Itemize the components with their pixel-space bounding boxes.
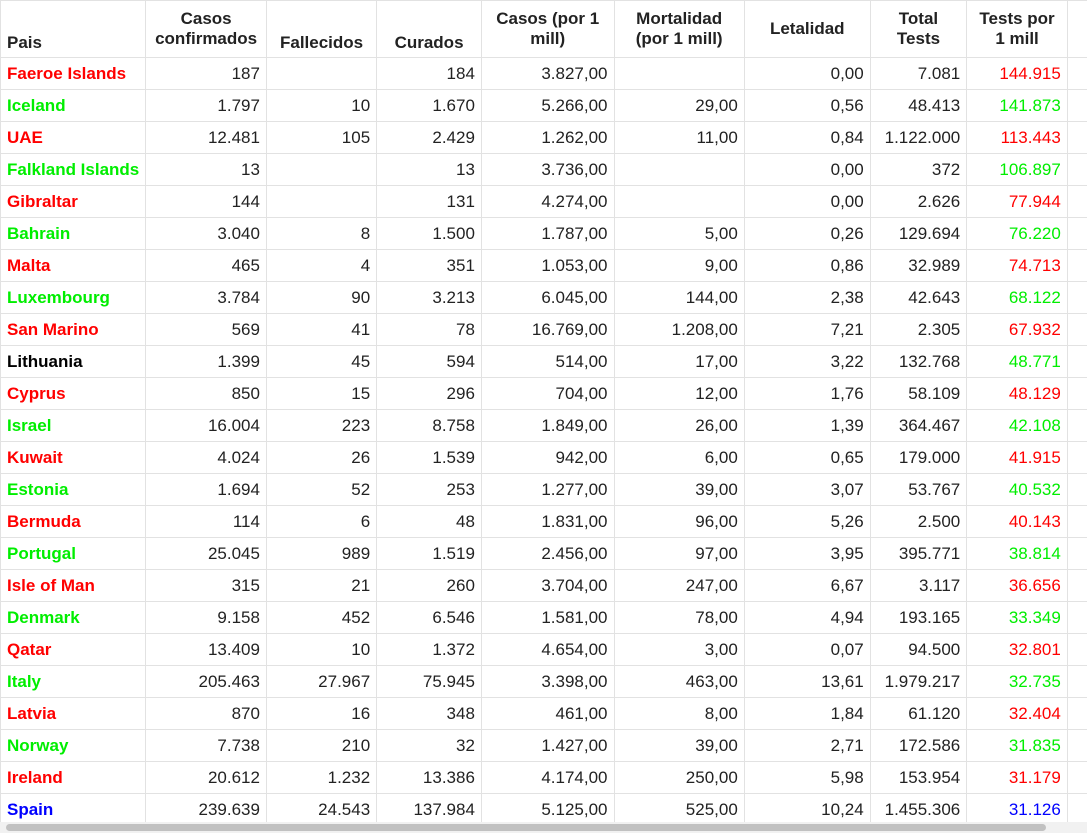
cell-pais[interactable]: Cyprus — [1, 378, 146, 410]
cell-casos-por-mill[interactable]: 1.831,00 — [481, 506, 614, 538]
cell-curados[interactable]: 32 — [377, 730, 482, 762]
table-row — [1, 730, 1087, 762]
header-curados[interactable]: Curados — [377, 1, 482, 58]
cell-mortalidad[interactable]: 463,00 — [614, 666, 744, 698]
cell-letalidad[interactable]: 3,22 — [744, 346, 870, 378]
cell-letalidad[interactable]: 0,00 — [744, 154, 870, 186]
header-letalidad[interactable]: Letalidad — [744, 1, 870, 58]
cell-pais[interactable]: Bermuda — [1, 506, 146, 538]
cell-curados[interactable]: 1.500 — [377, 218, 482, 250]
cell-total-tests[interactable]: 32.989 — [870, 250, 967, 282]
cell-tests-por-mill[interactable]: 40.143 — [967, 506, 1068, 538]
cell-casos-confirmados[interactable]: 144 — [146, 186, 267, 218]
cell-casos-confirmados[interactable]: 114 — [146, 506, 267, 538]
cell-empty[interactable] — [1067, 186, 1087, 218]
table-row — [1, 346, 1087, 378]
cell-mortalidad[interactable]: 12,00 — [614, 378, 744, 410]
cell-casos-por-mill[interactable]: 942,00 — [481, 442, 614, 474]
cell-casos-por-mill[interactable]: 1.581,00 — [481, 602, 614, 634]
cell-tests-por-mill[interactable]: 38.814 — [967, 538, 1068, 570]
horizontal-scrollbar[interactable] — [0, 822, 1087, 833]
cell-total-tests[interactable]: 61.120 — [870, 698, 967, 730]
cell-mortalidad[interactable]: 8,00 — [614, 698, 744, 730]
cell-curados[interactable]: 260 — [377, 570, 482, 602]
cell-fallecidos[interactable]: 210 — [266, 730, 376, 762]
cell-fallecidos[interactable] — [266, 58, 376, 90]
cell-casos-confirmados[interactable]: 569 — [146, 314, 267, 346]
cell-casos-confirmados[interactable]: 3.040 — [146, 218, 267, 250]
header-row — [1, 1, 1087, 58]
cell-empty[interactable] — [1067, 346, 1087, 378]
cell-pais[interactable]: Spain — [1, 794, 146, 826]
cell-mortalidad[interactable]: 6,00 — [614, 442, 744, 474]
cell-letalidad[interactable]: 1,84 — [744, 698, 870, 730]
table-row — [1, 794, 1087, 826]
cell-casos-por-mill[interactable]: 2.456,00 — [481, 538, 614, 570]
table-row — [1, 186, 1087, 218]
cell-total-tests[interactable]: 132.768 — [870, 346, 967, 378]
cell-mortalidad[interactable]: 144,00 — [614, 282, 744, 314]
cell-tests-por-mill[interactable]: 32.735 — [967, 666, 1068, 698]
cell-pais[interactable]: Norway — [1, 730, 146, 762]
cell-empty[interactable] — [1067, 730, 1087, 762]
cell-letalidad[interactable]: 13,61 — [744, 666, 870, 698]
header-tests-por-mill[interactable]: Tests por 1 mill — [967, 1, 1068, 58]
cell-letalidad[interactable]: 10,24 — [744, 794, 870, 826]
cell-pais[interactable]: Malta — [1, 250, 146, 282]
cell-casos-por-mill[interactable]: 461,00 — [481, 698, 614, 730]
cell-tests-por-mill[interactable]: 40.532 — [967, 474, 1068, 506]
cell-casos-confirmados[interactable]: 239.639 — [146, 794, 267, 826]
cell-curados[interactable]: 3.213 — [377, 282, 482, 314]
cell-total-tests[interactable]: 172.586 — [870, 730, 967, 762]
cell-letalidad[interactable]: 0,00 — [744, 58, 870, 90]
cell-fallecidos[interactable] — [266, 186, 376, 218]
cell-total-tests[interactable]: 372 — [870, 154, 967, 186]
cell-empty[interactable] — [1067, 666, 1087, 698]
cell-curados[interactable]: 48 — [377, 506, 482, 538]
cell-letalidad[interactable]: 7,21 — [744, 314, 870, 346]
cell-empty[interactable] — [1067, 282, 1087, 314]
cell-tests-por-mill[interactable]: 36.656 — [967, 570, 1068, 602]
table-row — [1, 570, 1087, 602]
cell-empty[interactable] — [1067, 122, 1087, 154]
cell-curados[interactable]: 594 — [377, 346, 482, 378]
cell-casos-por-mill[interactable]: 4.654,00 — [481, 634, 614, 666]
cell-fallecidos[interactable]: 989 — [266, 538, 376, 570]
cell-casos-por-mill[interactable]: 1.427,00 — [481, 730, 614, 762]
cell-pais[interactable]: Luxembourg — [1, 282, 146, 314]
cell-mortalidad[interactable]: 97,00 — [614, 538, 744, 570]
cell-casos-confirmados[interactable]: 1.694 — [146, 474, 267, 506]
cell-letalidad[interactable]: 5,26 — [744, 506, 870, 538]
cell-casos-confirmados[interactable]: 205.463 — [146, 666, 267, 698]
cell-letalidad[interactable]: 0,86 — [744, 250, 870, 282]
cell-casos-confirmados[interactable]: 4.024 — [146, 442, 267, 474]
cell-casos-confirmados[interactable]: 850 — [146, 378, 267, 410]
cell-mortalidad[interactable] — [614, 186, 744, 218]
cell-casos-confirmados[interactable]: 9.158 — [146, 602, 267, 634]
cell-curados[interactable]: 351 — [377, 250, 482, 282]
cell-total-tests[interactable]: 1.122.000 — [870, 122, 967, 154]
cell-curados[interactable]: 1.372 — [377, 634, 482, 666]
cell-fallecidos[interactable]: 6 — [266, 506, 376, 538]
cell-total-tests[interactable]: 364.467 — [870, 410, 967, 442]
cell-total-tests[interactable]: 2.500 — [870, 506, 967, 538]
cell-tests-por-mill[interactable]: 113.443 — [967, 122, 1068, 154]
cell-casos-confirmados[interactable]: 3.784 — [146, 282, 267, 314]
cell-pais[interactable]: Bahrain — [1, 218, 146, 250]
cell-letalidad[interactable]: 1,76 — [744, 378, 870, 410]
cell-casos-confirmados[interactable]: 1.797 — [146, 90, 267, 122]
cell-mortalidad[interactable] — [614, 154, 744, 186]
cell-casos-por-mill[interactable]: 704,00 — [481, 378, 614, 410]
cell-tests-por-mill[interactable]: 32.404 — [967, 698, 1068, 730]
cell-fallecidos[interactable]: 26 — [266, 442, 376, 474]
cell-curados[interactable]: 6.546 — [377, 602, 482, 634]
cell-casos-confirmados[interactable]: 1.399 — [146, 346, 267, 378]
table-row — [1, 666, 1087, 698]
cell-fallecidos[interactable]: 21 — [266, 570, 376, 602]
cell-casos-por-mill[interactable]: 514,00 — [481, 346, 614, 378]
cell-curados[interactable]: 137.984 — [377, 794, 482, 826]
cell-pais[interactable]: Gibraltar — [1, 186, 146, 218]
table-row — [1, 378, 1087, 410]
cell-letalidad[interactable]: 4,94 — [744, 602, 870, 634]
header-mortalidad[interactable]: Mortalidad (por 1 mill) — [614, 1, 744, 58]
table-row — [1, 250, 1087, 282]
cell-empty[interactable] — [1067, 506, 1087, 538]
cell-mortalidad[interactable]: 78,00 — [614, 602, 744, 634]
cell-pais[interactable]: Iceland — [1, 90, 146, 122]
cell-fallecidos[interactable]: 41 — [266, 314, 376, 346]
cell-mortalidad[interactable]: 11,00 — [614, 122, 744, 154]
cell-total-tests[interactable]: 179.000 — [870, 442, 967, 474]
table-row — [1, 314, 1087, 346]
cell-curados[interactable]: 296 — [377, 378, 482, 410]
cell-fallecidos[interactable]: 105 — [266, 122, 376, 154]
cell-mortalidad[interactable]: 96,00 — [614, 506, 744, 538]
cell-mortalidad[interactable]: 17,00 — [614, 346, 744, 378]
cell-casos-por-mill[interactable]: 4.274,00 — [481, 186, 614, 218]
cell-mortalidad[interactable]: 525,00 — [614, 794, 744, 826]
cell-total-tests[interactable]: 42.643 — [870, 282, 967, 314]
cell-empty[interactable] — [1067, 410, 1087, 442]
cell-mortalidad[interactable]: 247,00 — [614, 570, 744, 602]
cell-pais[interactable]: Kuwait — [1, 442, 146, 474]
cell-pais[interactable]: Denmark — [1, 602, 146, 634]
cell-total-tests[interactable]: 153.954 — [870, 762, 967, 794]
table-row — [1, 218, 1087, 250]
cell-total-tests[interactable]: 2.626 — [870, 186, 967, 218]
cell-curados[interactable]: 13 — [377, 154, 482, 186]
cell-pais[interactable]: UAE — [1, 122, 146, 154]
cell-casos-por-mill[interactable]: 5.266,00 — [481, 90, 614, 122]
header-fallecidos[interactable]: Fallecidos — [266, 1, 376, 58]
cell-fallecidos[interactable]: 4 — [266, 250, 376, 282]
cell-empty[interactable] — [1067, 634, 1087, 666]
cell-mortalidad[interactable]: 26,00 — [614, 410, 744, 442]
cell-tests-por-mill[interactable]: 48.771 — [967, 346, 1068, 378]
cell-tests-por-mill[interactable]: 31.179 — [967, 762, 1068, 794]
cell-pais[interactable]: Falkland Islands — [1, 154, 146, 186]
cell-tests-por-mill[interactable]: 33.349 — [967, 602, 1068, 634]
table-row — [1, 506, 1087, 538]
cell-empty[interactable] — [1067, 602, 1087, 634]
cell-letalidad[interactable]: 2,38 — [744, 282, 870, 314]
table-row — [1, 442, 1087, 474]
cell-letalidad[interactable]: 0,07 — [744, 634, 870, 666]
cell-curados[interactable]: 75.945 — [377, 666, 482, 698]
cell-empty[interactable] — [1067, 442, 1087, 474]
cell-casos-por-mill[interactable]: 3.704,00 — [481, 570, 614, 602]
cell-pais[interactable]: Portugal — [1, 538, 146, 570]
cell-casos-confirmados[interactable]: 12.481 — [146, 122, 267, 154]
cell-fallecidos[interactable]: 45 — [266, 346, 376, 378]
table-row — [1, 154, 1087, 186]
cell-empty[interactable] — [1067, 378, 1087, 410]
cell-letalidad[interactable]: 0,56 — [744, 90, 870, 122]
cell-tests-por-mill[interactable]: 48.129 — [967, 378, 1068, 410]
cell-letalidad[interactable]: 0,84 — [744, 122, 870, 154]
cell-letalidad[interactable]: 0,65 — [744, 442, 870, 474]
cell-letalidad[interactable]: 0,26 — [744, 218, 870, 250]
cell-pais[interactable]: Israel — [1, 410, 146, 442]
cell-pais[interactable]: Faeroe Islands — [1, 58, 146, 90]
cell-curados[interactable]: 8.758 — [377, 410, 482, 442]
cell-total-tests[interactable]: 1.979.217 — [870, 666, 967, 698]
cell-fallecidos[interactable]: 8 — [266, 218, 376, 250]
cell-mortalidad[interactable]: 29,00 — [614, 90, 744, 122]
cell-fallecidos[interactable]: 1.232 — [266, 762, 376, 794]
cell-curados[interactable]: 1.539 — [377, 442, 482, 474]
cell-casos-por-mill[interactable]: 1.053,00 — [481, 250, 614, 282]
cell-pais[interactable]: Estonia — [1, 474, 146, 506]
cell-casos-confirmados[interactable]: 7.738 — [146, 730, 267, 762]
cell-casos-por-mill[interactable]: 1.277,00 — [481, 474, 614, 506]
cell-pais[interactable]: San Marino — [1, 314, 146, 346]
cell-casos-por-mill[interactable]: 16.769,00 — [481, 314, 614, 346]
cell-tests-por-mill[interactable]: 67.932 — [967, 314, 1068, 346]
cell-letalidad[interactable]: 2,71 — [744, 730, 870, 762]
cell-total-tests[interactable]: 2.305 — [870, 314, 967, 346]
header-casos-confirmados[interactable]: Casos confirmados — [146, 1, 267, 58]
cell-curados[interactable]: 13.386 — [377, 762, 482, 794]
cell-curados[interactable]: 78 — [377, 314, 482, 346]
cell-empty[interactable] — [1067, 218, 1087, 250]
cell-empty[interactable] — [1067, 314, 1087, 346]
cell-empty[interactable] — [1067, 762, 1087, 794]
cell-fallecidos[interactable]: 90 — [266, 282, 376, 314]
cell-casos-confirmados[interactable]: 13 — [146, 154, 267, 186]
cell-casos-confirmados[interactable]: 13.409 — [146, 634, 267, 666]
cell-pais[interactable]: Isle of Man — [1, 570, 146, 602]
cell-mortalidad[interactable]: 250,00 — [614, 762, 744, 794]
cell-casos-por-mill[interactable]: 3.827,00 — [481, 58, 614, 90]
cell-pais[interactable]: Qatar — [1, 634, 146, 666]
cell-total-tests[interactable]: 3.117 — [870, 570, 967, 602]
cell-casos-por-mill[interactable]: 3.736,00 — [481, 154, 614, 186]
table-row — [1, 282, 1087, 314]
cell-fallecidos[interactable]: 223 — [266, 410, 376, 442]
cell-pais[interactable]: Italy — [1, 666, 146, 698]
cell-tests-por-mill[interactable]: 31.835 — [967, 730, 1068, 762]
table-row — [1, 538, 1087, 570]
cell-tests-por-mill[interactable]: 141.873 — [967, 90, 1068, 122]
cell-curados[interactable]: 253 — [377, 474, 482, 506]
cell-tests-por-mill[interactable]: 31.126 — [967, 794, 1068, 826]
cell-tests-por-mill[interactable]: 144.915 — [967, 58, 1068, 90]
cell-casos-confirmados[interactable]: 25.045 — [146, 538, 267, 570]
cell-tests-por-mill[interactable]: 106.897 — [967, 154, 1068, 186]
cell-pais[interactable]: Latvia — [1, 698, 146, 730]
cell-fallecidos[interactable]: 10 — [266, 90, 376, 122]
table-row — [1, 58, 1087, 90]
cell-casos-confirmados[interactable]: 315 — [146, 570, 267, 602]
cell-tests-por-mill[interactable]: 74.713 — [967, 250, 1068, 282]
cell-tests-por-mill[interactable]: 32.801 — [967, 634, 1068, 666]
header-casos-por-mill[interactable]: Casos (por 1 mill) — [481, 1, 614, 58]
cell-fallecidos[interactable]: 27.967 — [266, 666, 376, 698]
cell-empty[interactable] — [1067, 474, 1087, 506]
cell-casos-confirmados[interactable]: 465 — [146, 250, 267, 282]
cell-total-tests[interactable]: 129.694 — [870, 218, 967, 250]
cell-casos-confirmados[interactable]: 870 — [146, 698, 267, 730]
cell-letalidad[interactable]: 3,07 — [744, 474, 870, 506]
header-empty-cell[interactable] — [1067, 1, 1087, 58]
cell-curados[interactable]: 348 — [377, 698, 482, 730]
cell-empty[interactable] — [1067, 250, 1087, 282]
cell-empty[interactable] — [1067, 154, 1087, 186]
cell-casos-confirmados[interactable]: 16.004 — [146, 410, 267, 442]
cell-total-tests[interactable]: 395.771 — [870, 538, 967, 570]
cell-fallecidos[interactable]: 24.543 — [266, 794, 376, 826]
cell-tests-por-mill[interactable]: 77.944 — [967, 186, 1068, 218]
cell-casos-por-mill[interactable]: 1.849,00 — [481, 410, 614, 442]
cell-fallecidos[interactable]: 452 — [266, 602, 376, 634]
table-row — [1, 122, 1087, 154]
cell-empty[interactable] — [1067, 58, 1087, 90]
cell-mortalidad[interactable] — [614, 58, 744, 90]
table-row — [1, 602, 1087, 634]
cell-empty[interactable] — [1067, 538, 1087, 570]
table-row — [1, 474, 1087, 506]
cell-mortalidad[interactable]: 39,00 — [614, 730, 744, 762]
table-row — [1, 90, 1087, 122]
cell-casos-por-mill[interactable]: 4.174,00 — [481, 762, 614, 794]
cell-total-tests[interactable]: 94.500 — [870, 634, 967, 666]
table-row — [1, 698, 1087, 730]
cell-letalidad[interactable]: 0,00 — [744, 186, 870, 218]
cell-curados[interactable]: 2.429 — [377, 122, 482, 154]
cell-casos-por-mill[interactable]: 5.125,00 — [481, 794, 614, 826]
cell-tests-por-mill[interactable]: 41.915 — [967, 442, 1068, 474]
header-pais[interactable]: Pais — [1, 1, 146, 58]
table-row — [1, 762, 1087, 794]
cell-casos-por-mill[interactable]: 1.787,00 — [481, 218, 614, 250]
table-row — [1, 634, 1087, 666]
cell-mortalidad[interactable]: 1.208,00 — [614, 314, 744, 346]
cell-empty[interactable] — [1067, 90, 1087, 122]
cell-fallecidos[interactable]: 15 — [266, 378, 376, 410]
cell-curados[interactable]: 131 — [377, 186, 482, 218]
cell-fallecidos[interactable]: 16 — [266, 698, 376, 730]
cell-pais[interactable]: Lithuania — [1, 346, 146, 378]
scrollbar-thumb[interactable] — [6, 824, 1046, 831]
cell-curados[interactable]: 184 — [377, 58, 482, 90]
cell-letalidad[interactable]: 3,95 — [744, 538, 870, 570]
header-total-tests[interactable]: Total Tests — [870, 1, 967, 58]
cell-tests-por-mill[interactable]: 68.122 — [967, 282, 1068, 314]
cell-fallecidos[interactable] — [266, 154, 376, 186]
cell-letalidad[interactable]: 5,98 — [744, 762, 870, 794]
cell-casos-confirmados[interactable]: 187 — [146, 58, 267, 90]
cell-fallecidos[interactable]: 10 — [266, 634, 376, 666]
cell-empty[interactable] — [1067, 570, 1087, 602]
cell-total-tests[interactable]: 48.413 — [870, 90, 967, 122]
cell-tests-por-mill[interactable]: 76.220 — [967, 218, 1068, 250]
cell-mortalidad[interactable]: 5,00 — [614, 218, 744, 250]
cell-letalidad[interactable]: 6,67 — [744, 570, 870, 602]
cell-letalidad[interactable]: 1,39 — [744, 410, 870, 442]
cell-casos-por-mill[interactable]: 3.398,00 — [481, 666, 614, 698]
cell-curados[interactable]: 1.670 — [377, 90, 482, 122]
table-row — [1, 410, 1087, 442]
cell-fallecidos[interactable]: 52 — [266, 474, 376, 506]
cell-mortalidad[interactable]: 9,00 — [614, 250, 744, 282]
cell-casos-confirmados[interactable]: 20.612 — [146, 762, 267, 794]
cell-empty[interactable] — [1067, 698, 1087, 730]
cell-casos-por-mill[interactable]: 6.045,00 — [481, 282, 614, 314]
cell-total-tests[interactable]: 193.165 — [870, 602, 967, 634]
cell-total-tests[interactable]: 7.081 — [870, 58, 967, 90]
cell-mortalidad[interactable]: 39,00 — [614, 474, 744, 506]
cell-casos-por-mill[interactable]: 1.262,00 — [481, 122, 614, 154]
cell-curados[interactable]: 1.519 — [377, 538, 482, 570]
cell-total-tests[interactable]: 53.767 — [870, 474, 967, 506]
cell-pais[interactable]: Ireland — [1, 762, 146, 794]
cell-empty[interactable] — [1067, 794, 1087, 826]
cell-total-tests[interactable]: 58.109 — [870, 378, 967, 410]
cell-total-tests[interactable]: 1.455.306 — [870, 794, 967, 826]
cell-tests-por-mill[interactable]: 42.108 — [967, 410, 1068, 442]
cell-mortalidad[interactable]: 3,00 — [614, 634, 744, 666]
